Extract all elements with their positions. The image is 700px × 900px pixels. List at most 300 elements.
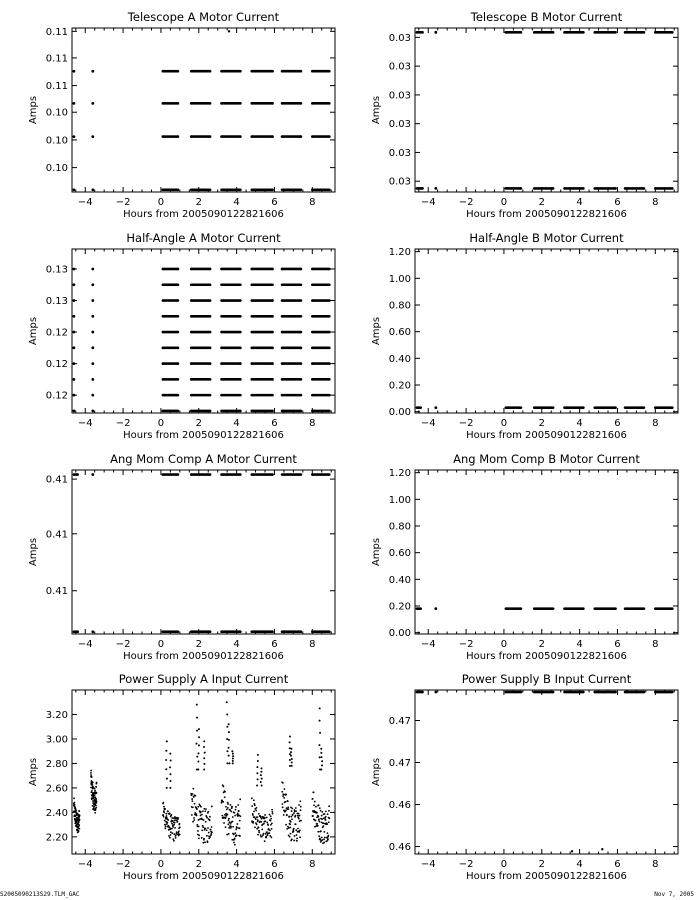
data-point bbox=[252, 821, 254, 823]
data-point bbox=[232, 821, 234, 823]
data-point bbox=[271, 378, 274, 381]
data-point bbox=[300, 630, 303, 633]
data-point bbox=[206, 835, 208, 837]
data-point bbox=[91, 283, 94, 286]
data-point bbox=[289, 836, 291, 838]
data-point bbox=[196, 815, 198, 817]
data-point bbox=[285, 824, 287, 826]
data-point bbox=[200, 811, 202, 813]
data-point bbox=[96, 801, 98, 803]
data-point bbox=[328, 362, 331, 365]
chart-title: Telescope A Motor Current bbox=[127, 10, 280, 24]
data-point bbox=[250, 315, 253, 318]
data-point bbox=[174, 820, 176, 822]
data-point bbox=[316, 823, 318, 825]
data-point bbox=[162, 283, 165, 286]
data-point bbox=[582, 607, 585, 610]
data-point bbox=[250, 268, 253, 271]
data-point-spike bbox=[170, 780, 172, 782]
data-point bbox=[73, 473, 76, 476]
data-point bbox=[239, 815, 241, 817]
data-point bbox=[300, 70, 303, 73]
y-tick-label: 0.41 bbox=[45, 474, 68, 486]
y-tick-label: 0.03 bbox=[388, 176, 411, 188]
data-point bbox=[223, 822, 225, 824]
data-point bbox=[255, 810, 257, 812]
data-point bbox=[271, 347, 274, 350]
data-point bbox=[239, 820, 241, 822]
data-point bbox=[295, 823, 297, 825]
data-point bbox=[73, 802, 75, 804]
data-point bbox=[324, 813, 326, 815]
data-point bbox=[209, 819, 211, 821]
data-point bbox=[162, 473, 165, 476]
data-point-spike bbox=[256, 766, 258, 768]
data-point bbox=[168, 835, 170, 837]
data-point bbox=[220, 283, 223, 286]
data-point bbox=[289, 827, 291, 829]
data-point bbox=[205, 828, 207, 830]
data-point bbox=[72, 299, 75, 302]
data-point bbox=[321, 837, 323, 839]
data-point bbox=[239, 827, 241, 829]
data-point bbox=[260, 834, 262, 836]
data-point bbox=[264, 814, 266, 816]
data-point bbox=[195, 795, 197, 797]
data-point-spike bbox=[260, 771, 262, 773]
data-point bbox=[283, 797, 285, 799]
y-tick-label: 0.40 bbox=[388, 353, 411, 365]
data-point bbox=[239, 70, 242, 73]
data-point bbox=[234, 832, 236, 834]
data-point bbox=[291, 838, 293, 840]
data-point bbox=[177, 102, 180, 105]
data-point bbox=[416, 406, 419, 409]
data-point bbox=[421, 31, 424, 34]
data-point bbox=[295, 807, 297, 809]
data-point bbox=[287, 807, 289, 809]
data-point bbox=[328, 378, 331, 381]
data-point bbox=[90, 772, 92, 774]
data-point bbox=[220, 102, 223, 105]
data-point bbox=[311, 630, 314, 633]
data-point bbox=[250, 102, 253, 105]
data-point bbox=[79, 819, 81, 821]
data-point-outlier bbox=[317, 70, 319, 72]
data-point bbox=[95, 804, 97, 806]
data-point bbox=[173, 833, 175, 835]
data-point bbox=[169, 812, 171, 814]
data-point bbox=[96, 782, 98, 784]
data-point bbox=[220, 299, 223, 302]
data-point bbox=[298, 818, 300, 820]
data-point bbox=[228, 818, 230, 820]
data-point bbox=[233, 842, 235, 844]
data-point bbox=[224, 791, 226, 793]
data-point bbox=[72, 102, 75, 105]
data-point-spike bbox=[196, 704, 198, 706]
data-point bbox=[237, 823, 239, 825]
x-tick-label: 6 bbox=[614, 859, 621, 870]
data-point bbox=[239, 798, 241, 800]
data-point bbox=[520, 691, 523, 694]
data-point bbox=[290, 816, 292, 818]
data-point bbox=[209, 347, 212, 350]
data-point bbox=[191, 800, 193, 802]
data-point bbox=[256, 823, 258, 825]
data-point bbox=[91, 783, 93, 785]
data-point bbox=[281, 410, 284, 413]
data-point bbox=[170, 834, 172, 836]
data-point-spike bbox=[290, 751, 292, 753]
data-point bbox=[313, 791, 315, 793]
y-tick-label: 0.46 bbox=[388, 842, 411, 854]
data-point bbox=[671, 187, 674, 190]
data-point bbox=[291, 810, 293, 812]
data-point bbox=[319, 807, 321, 809]
x-tick-label: 6 bbox=[271, 859, 278, 870]
data-point bbox=[311, 102, 314, 105]
data-point bbox=[552, 607, 555, 610]
data-point bbox=[299, 836, 301, 838]
data-point-spike bbox=[197, 769, 199, 771]
data-point bbox=[328, 70, 331, 73]
data-point bbox=[327, 838, 329, 840]
data-point bbox=[671, 691, 674, 694]
data-point bbox=[328, 805, 330, 807]
data-point bbox=[162, 331, 165, 334]
data-point bbox=[239, 299, 242, 302]
data-point bbox=[179, 826, 181, 828]
data-point-spike bbox=[197, 760, 199, 762]
data-point bbox=[205, 808, 207, 810]
data-point bbox=[281, 378, 284, 381]
data-point bbox=[207, 827, 209, 829]
data-point bbox=[94, 788, 96, 790]
data-point bbox=[258, 813, 260, 815]
data-point-spike bbox=[319, 732, 321, 734]
data-point bbox=[239, 394, 242, 397]
data-point bbox=[311, 473, 314, 476]
chart-title: Ang Mom Comp B Motor Current bbox=[453, 452, 640, 466]
data-point bbox=[593, 31, 596, 34]
data-point-spike bbox=[228, 747, 230, 749]
data-point bbox=[192, 788, 194, 790]
data-point bbox=[198, 826, 200, 828]
data-point bbox=[192, 793, 194, 795]
data-point bbox=[209, 378, 212, 381]
x-tick-label: 2 bbox=[538, 639, 545, 650]
data-point bbox=[91, 299, 94, 302]
data-point bbox=[235, 829, 237, 831]
y-tick-label: 2.60 bbox=[45, 783, 68, 795]
data-point bbox=[239, 410, 242, 413]
data-point bbox=[235, 809, 237, 811]
data-point bbox=[190, 268, 193, 271]
y-tick-label: 0.00 bbox=[388, 407, 411, 419]
data-point bbox=[266, 822, 268, 824]
x-tick-label: 2 bbox=[195, 639, 202, 650]
data-point bbox=[193, 819, 195, 821]
data-point bbox=[162, 135, 165, 138]
data-point bbox=[209, 283, 212, 286]
data-point-spike bbox=[290, 755, 292, 757]
data-point bbox=[167, 819, 169, 821]
data-point-outlier bbox=[601, 848, 603, 850]
data-point bbox=[206, 817, 208, 819]
data-point bbox=[321, 818, 323, 820]
y-tick-label: 0.80 bbox=[388, 521, 411, 533]
data-point bbox=[271, 331, 274, 334]
data-point bbox=[318, 835, 320, 837]
data-point-spike bbox=[256, 784, 258, 786]
chart-panel-6 bbox=[371, 452, 678, 662]
data-point bbox=[76, 630, 79, 633]
data-point bbox=[201, 814, 203, 816]
data-point bbox=[95, 786, 97, 788]
data-point bbox=[320, 830, 322, 832]
data-point bbox=[177, 410, 180, 413]
data-point bbox=[250, 410, 253, 413]
data-point bbox=[312, 815, 314, 817]
data-point bbox=[235, 806, 237, 808]
data-point bbox=[300, 135, 303, 138]
data-point bbox=[318, 818, 320, 820]
x-tick-label: 4 bbox=[233, 418, 240, 429]
data-point bbox=[91, 331, 94, 334]
data-point bbox=[296, 840, 298, 842]
y-tick-label: 0.46 bbox=[388, 800, 411, 812]
data-point bbox=[239, 268, 242, 271]
data-point bbox=[75, 810, 77, 812]
data-point bbox=[257, 834, 259, 836]
data-point bbox=[533, 406, 536, 409]
data-point bbox=[311, 410, 314, 413]
data-point-spike bbox=[232, 755, 234, 757]
data-point bbox=[300, 283, 303, 286]
data-point-spike bbox=[289, 759, 291, 761]
data-point bbox=[209, 836, 211, 838]
data-point-spike bbox=[318, 744, 320, 746]
data-point bbox=[328, 410, 331, 413]
data-point bbox=[419, 406, 422, 409]
data-point bbox=[321, 815, 323, 817]
y-tick-label: 1.00 bbox=[388, 273, 411, 285]
data-point bbox=[74, 804, 76, 806]
data-point bbox=[227, 823, 229, 825]
data-point bbox=[95, 799, 97, 801]
data-point bbox=[311, 331, 314, 334]
data-point bbox=[177, 362, 180, 365]
data-point bbox=[220, 268, 223, 271]
x-tick-label: −2 bbox=[458, 859, 474, 870]
data-point-spike bbox=[228, 755, 230, 757]
data-point bbox=[643, 406, 646, 409]
data-point bbox=[227, 814, 229, 816]
data-point bbox=[654, 187, 657, 190]
data-point bbox=[300, 347, 303, 350]
data-point bbox=[91, 630, 94, 633]
data-point bbox=[614, 187, 617, 190]
y-axis-label: Amps bbox=[371, 316, 382, 346]
data-point bbox=[270, 836, 272, 838]
y-axis-label: Amps bbox=[28, 95, 39, 125]
data-point bbox=[177, 394, 180, 397]
data-point bbox=[614, 691, 617, 694]
data-point bbox=[204, 841, 206, 843]
data-point bbox=[93, 806, 95, 808]
data-point-spike bbox=[198, 728, 200, 730]
data-point bbox=[563, 607, 566, 610]
data-point bbox=[271, 823, 273, 825]
data-point bbox=[250, 283, 253, 286]
x-tick-label: −4 bbox=[77, 197, 93, 208]
data-point bbox=[293, 812, 295, 814]
data-point-spike bbox=[228, 731, 230, 733]
data-point bbox=[166, 822, 168, 824]
data-point-outlier bbox=[228, 30, 230, 32]
data-point bbox=[72, 362, 75, 365]
y-tick-label: 0.11 bbox=[45, 26, 68, 38]
y-tick-label: 1.20 bbox=[388, 468, 411, 480]
y-tick-label: 2.40 bbox=[45, 807, 68, 819]
data-point bbox=[643, 607, 646, 610]
x-axis-label: Hours from 2005090122821606 bbox=[466, 430, 627, 441]
data-point bbox=[312, 798, 314, 800]
data-point bbox=[322, 839, 324, 841]
data-point bbox=[311, 362, 314, 365]
data-point bbox=[224, 796, 226, 798]
y-axis-label: Amps bbox=[371, 95, 382, 125]
data-point bbox=[264, 840, 266, 842]
data-point bbox=[281, 283, 284, 286]
data-point bbox=[221, 815, 223, 817]
data-point bbox=[209, 394, 212, 397]
x-tick-label: 2 bbox=[538, 197, 545, 208]
x-tick-label: 4 bbox=[233, 859, 240, 870]
data-point-spike bbox=[321, 756, 323, 758]
x-tick-label: 8 bbox=[652, 859, 659, 870]
data-point bbox=[315, 820, 317, 822]
data-point-spike bbox=[232, 753, 234, 755]
data-point bbox=[225, 826, 227, 828]
x-tick-label: −4 bbox=[77, 639, 93, 650]
data-point bbox=[72, 331, 75, 334]
data-point bbox=[232, 826, 234, 828]
data-point bbox=[220, 378, 223, 381]
data-point bbox=[192, 821, 194, 823]
data-point bbox=[250, 70, 253, 73]
data-point bbox=[282, 806, 284, 808]
data-point bbox=[201, 829, 203, 831]
data-point bbox=[593, 187, 596, 190]
x-tick-label: 8 bbox=[309, 639, 316, 650]
chart-panel-3 bbox=[28, 231, 335, 441]
data-point bbox=[282, 803, 284, 805]
data-point bbox=[220, 135, 223, 138]
x-tick-label: 2 bbox=[195, 197, 202, 208]
data-point bbox=[299, 800, 301, 802]
data-point bbox=[220, 362, 223, 365]
data-point bbox=[72, 315, 75, 318]
data-point bbox=[323, 839, 325, 841]
footer-date: Nov 7, 2005 bbox=[654, 891, 694, 898]
chart-panel-2 bbox=[371, 10, 678, 220]
data-point bbox=[322, 825, 324, 827]
data-point bbox=[171, 823, 173, 825]
data-point bbox=[90, 770, 92, 772]
data-point bbox=[162, 410, 165, 413]
data-point bbox=[300, 299, 303, 302]
data-point bbox=[190, 362, 193, 365]
x-tick-label: 6 bbox=[271, 197, 278, 208]
data-point bbox=[434, 607, 437, 610]
y-tick-label: 0.13 bbox=[45, 296, 68, 308]
data-point bbox=[281, 473, 284, 476]
y-tick-label: 0.10 bbox=[45, 135, 68, 147]
data-point-spike bbox=[165, 759, 167, 761]
y-tick-label: 0.60 bbox=[388, 327, 411, 339]
data-point bbox=[220, 394, 223, 397]
data-point bbox=[254, 826, 256, 828]
data-point-spike bbox=[319, 707, 321, 709]
x-tick-label: 0 bbox=[157, 197, 165, 208]
data-point bbox=[300, 331, 303, 334]
data-point bbox=[328, 817, 330, 819]
data-point bbox=[190, 70, 193, 73]
data-point bbox=[91, 102, 94, 105]
data-point bbox=[264, 820, 266, 822]
data-point bbox=[285, 810, 287, 812]
data-point bbox=[300, 410, 303, 413]
data-point bbox=[434, 691, 437, 694]
data-point bbox=[281, 331, 284, 334]
data-point bbox=[327, 832, 329, 834]
plot-frame bbox=[415, 690, 678, 854]
data-point bbox=[90, 787, 92, 789]
data-point bbox=[614, 406, 617, 409]
data-point bbox=[286, 828, 288, 830]
data-point bbox=[323, 831, 325, 833]
data-point bbox=[252, 814, 254, 816]
data-point bbox=[209, 299, 212, 302]
y-tick-label: 3.00 bbox=[45, 734, 68, 746]
data-point bbox=[271, 102, 274, 105]
data-point bbox=[298, 831, 300, 833]
x-tick-label: −2 bbox=[458, 197, 474, 208]
chart-title: Half-Angle A Motor Current bbox=[126, 231, 281, 245]
data-point bbox=[325, 816, 327, 818]
x-tick-label: 0 bbox=[157, 639, 165, 650]
x-tick-label: 4 bbox=[576, 639, 583, 650]
data-point bbox=[281, 102, 284, 105]
data-point bbox=[209, 70, 212, 73]
data-point bbox=[72, 394, 75, 397]
y-axis-label: Amps bbox=[28, 757, 39, 787]
data-point bbox=[91, 776, 93, 778]
data-point bbox=[207, 841, 209, 843]
data-point bbox=[288, 816, 290, 818]
data-point bbox=[254, 804, 256, 806]
data-point-spike bbox=[226, 762, 228, 764]
data-point bbox=[237, 804, 239, 806]
x-tick-label: −2 bbox=[115, 639, 131, 650]
data-point bbox=[271, 809, 273, 811]
data-point bbox=[162, 630, 165, 633]
x-tick-label: 4 bbox=[576, 859, 583, 870]
data-point bbox=[624, 31, 627, 34]
data-point bbox=[250, 378, 253, 381]
